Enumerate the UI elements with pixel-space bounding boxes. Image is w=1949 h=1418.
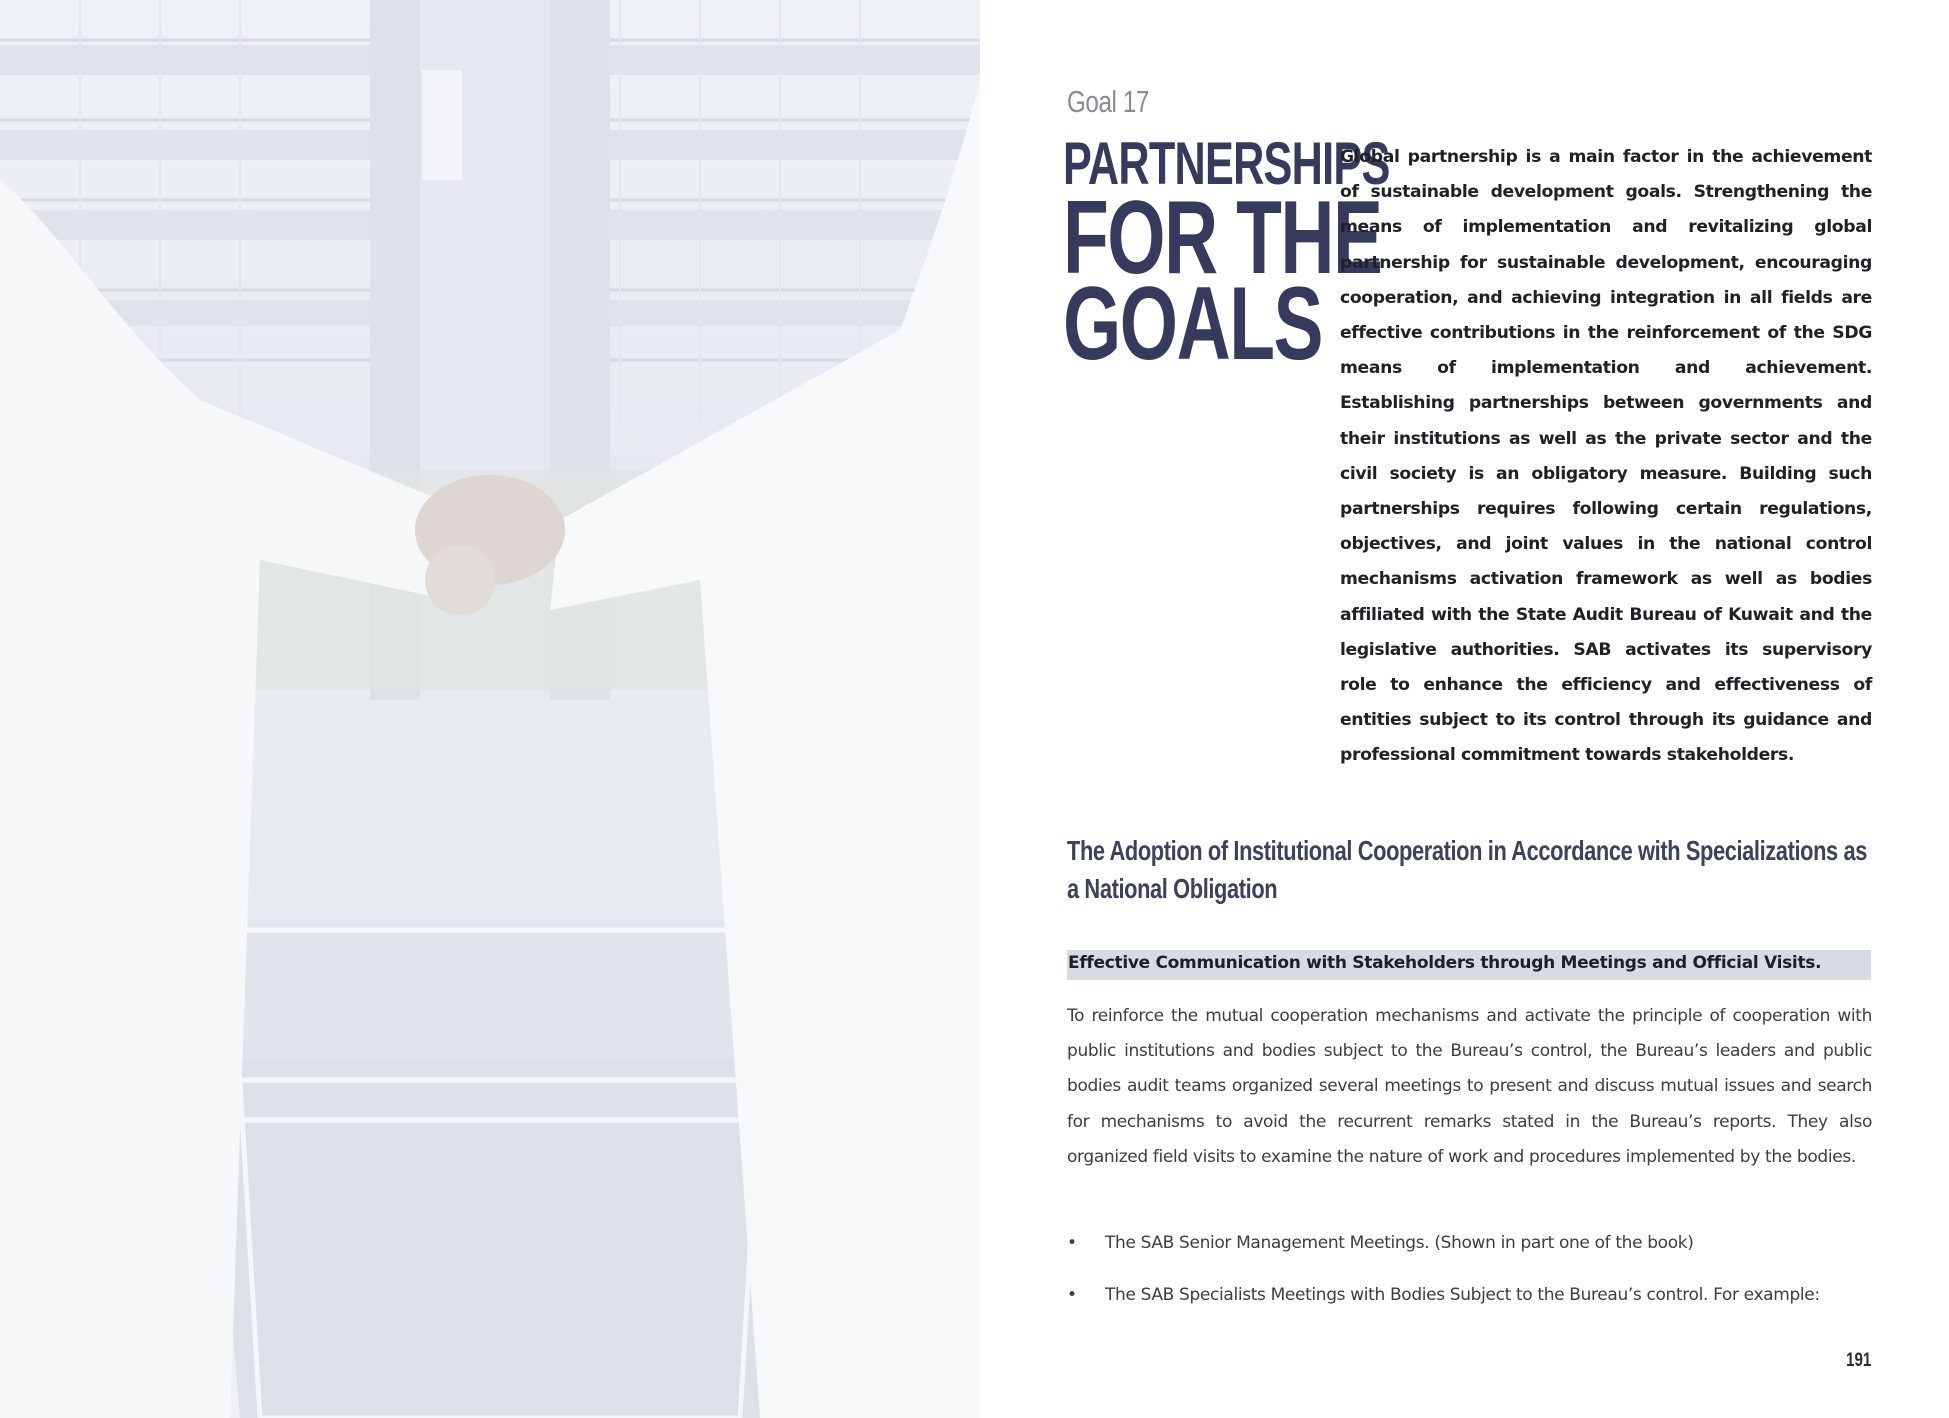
body-paragraph: To reinforce the mutual cooperation mechanisms and activate the principle of cooperation with public institutions and bodies subject to the Bureau’s control, the Bureau’s leaders and public bodies audit teams organized several meetings to present and discuss mutual issues and search for mechanisms to avoid the recurrent remarks stated in the Bureau’s reports. They also organized field visits to examine the nature of work and procedures implemented by the bodies. [1067, 1006, 1872, 1167]
title-line-1: PARTNERSHIPS [1063, 130, 1390, 197]
bullet-marker: • [1067, 1233, 1077, 1253]
title-line-2: FOR THE [1063, 180, 1382, 296]
bullet-marker: • [1067, 1285, 1077, 1305]
title-line-3: GOALS [1063, 266, 1323, 382]
goal-label: Goal 17 [1067, 84, 1149, 119]
section-heading: The Adoption of Institutional Cooperation in Accordance with Specializations as a National Obligation [1067, 835, 1867, 904]
bullet-text: The SAB Specialists Meetings with Bodies Subject to the Bureau’s control. For example: [1105, 1285, 1820, 1305]
subheading: Effective Communication with Stakeholders through Meetings and Official Visits. [1068, 953, 1822, 973]
page-number: 191 [1846, 1350, 1872, 1371]
bullet-text: The SAB Senior Management Meetings. (Shown in part one of the book) [1105, 1233, 1694, 1253]
page-title [1063, 130, 1390, 382]
intro-paragraph: Global partnership is a main factor in the achievement of sustainable development goals. Strengthening the means of implementation and revitalizing global partnership for sustainable development, encouraging cooperation, and achieving integration in all fields are effective contributions in the reinforcement of the SDG means of implementation and achievement. Establishing partnerships between governments and their institutions as well as the private sector and the civil society is an obligatory measure. Building such partnerships requires following certain regulations, objectives, and joint values in the national control mechanisms activation framework as well as bodies affiliated with the State Audit Bureau of Kuwait and the legislative authorities. SAB activates its supervisory role to enhance the efficiency and effectiveness of entities subject to its control through its guidance and professional commitment towards stakeholders. [1340, 147, 1872, 766]
